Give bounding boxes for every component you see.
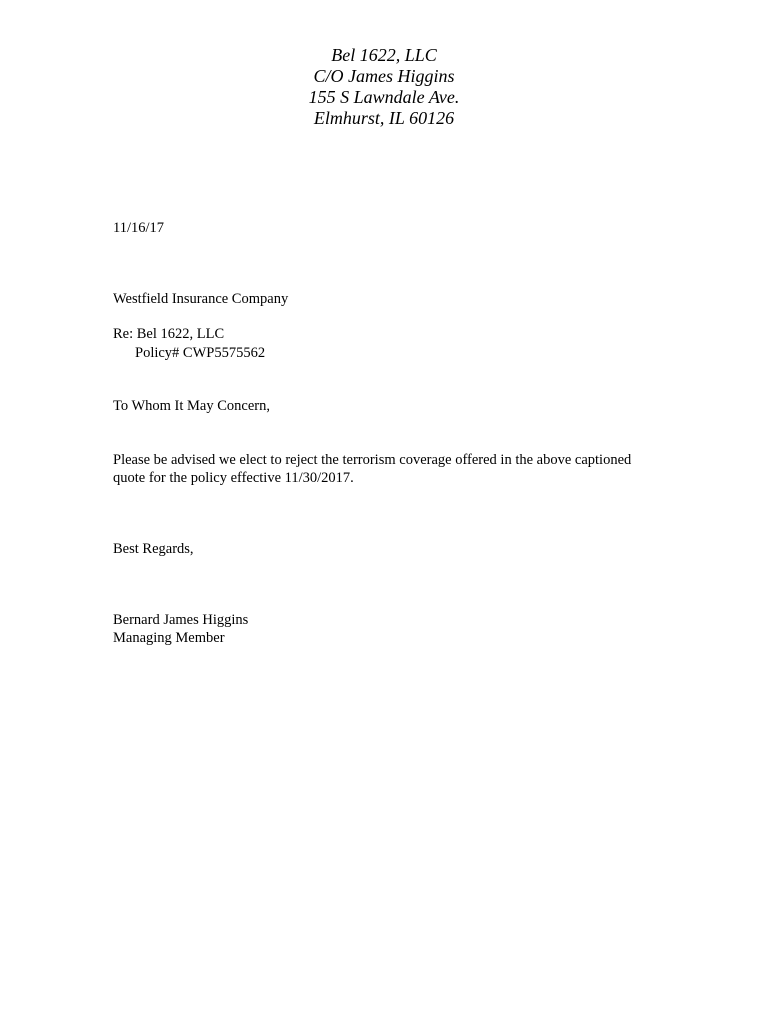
body-line-1: Please be advised we elect to reject the terrorism coverage offered in the above captioned (113, 452, 632, 468)
body-line-2: quote for the policy effective 11/30/2017. (113, 470, 354, 486)
signer-name: Bernard James Higgins (113, 612, 249, 628)
salutation: To Whom It May Concern, (113, 398, 270, 414)
reference-line: Re: Bel 1622, LLC (113, 326, 225, 342)
policy-number-line: Policy# CWP5575562 (135, 345, 266, 361)
letterhead (0, 45, 768, 129)
recipient-name: Westfield Insurance Company (113, 291, 289, 307)
letterhead-care-of: C/O James Higgins (313, 66, 455, 86)
signer-title: Managing Member (113, 630, 225, 646)
closing: Best Regards, (113, 541, 194, 557)
body-paragraph (113, 451, 673, 487)
letter-date: 11/16/17 (113, 220, 165, 236)
letterhead-city-state-zip: Elmhurst, IL 60126 (313, 108, 455, 128)
letterhead-street: 155 S Lawndale Ave. (308, 87, 460, 107)
letterhead-company: Bel 1622, LLC (331, 45, 437, 65)
